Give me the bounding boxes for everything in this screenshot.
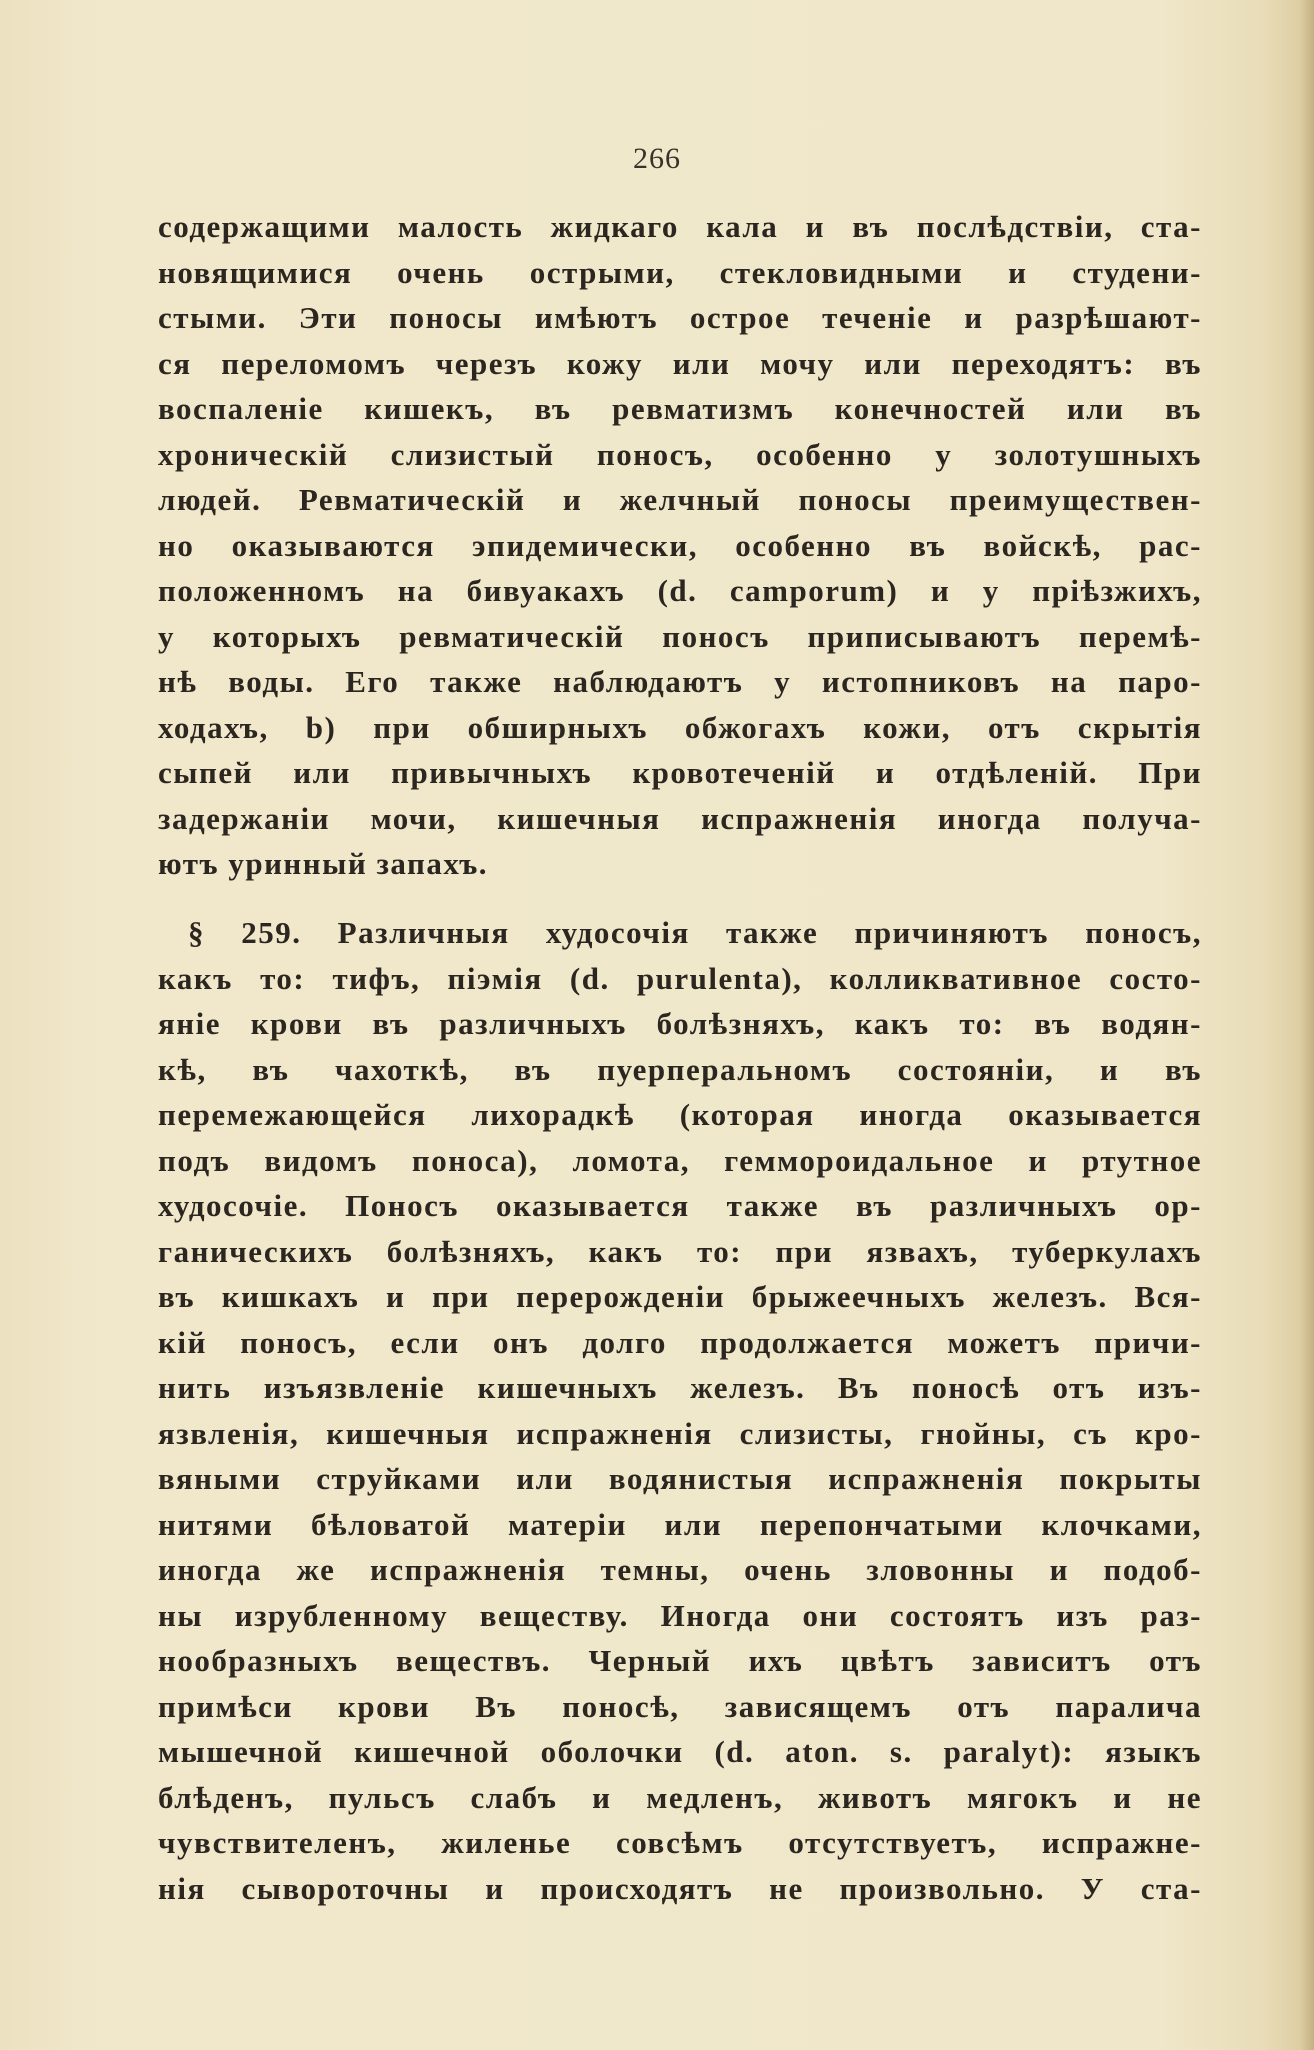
text-line: людей. Ревматическій и желчный поносы преимуществен- <box>158 482 1202 517</box>
text-line: сыпей или привычныхъ кровотеченій и отдѣленій. При <box>158 755 1202 790</box>
text-line: мышечной кишечной оболочки (d. aton. s. paralyt): языкъ <box>158 1734 1202 1769</box>
text-line: ютъ уринный запахъ. <box>158 846 489 881</box>
text-line: подъ видомъ поноса), ломота, геммороидальное и ртутное <box>158 1142 1202 1178</box>
text-line: нить изъязвленіе кишечныхъ железъ. Въ поносѣ отъ изъ- <box>158 1370 1202 1405</box>
text-line: у которыхъ ревматическій поносъ приписываютъ перемѣ- <box>158 618 1202 654</box>
text-line: примѣси крови Въ поносѣ, зависящемъ отъ паралича <box>158 1688 1202 1724</box>
text-line: воспаленіе кишекъ, въ ревматизмъ конечностей или въ <box>158 391 1202 426</box>
text-line: нитями бѣловатой матеріи или перепончатыми клочками, <box>158 1506 1202 1542</box>
text-line: въ кишкахъ и при перерожденіи брыжеечныхъ железъ. Вся- <box>158 1279 1202 1314</box>
text-line: чувствителенъ, жиленье совсѣмъ отсутствуетъ, испражне- <box>158 1825 1202 1860</box>
text-line: стыми. Эти поносы имѣютъ острое теченіе и разрѣшают- <box>158 300 1202 335</box>
text-line: задержаніи мочи, кишечныя испражненія иногда получа- <box>158 800 1202 836</box>
text-line: кій поносъ, если онъ долго продолжается можетъ причи- <box>158 1324 1202 1360</box>
text-line: блѣденъ, пульсъ слабъ и медленъ, животъ мягокъ и не <box>158 1779 1202 1815</box>
text-line: ны изрубленному веществу. Иногда они состоятъ изъ раз- <box>158 1597 1202 1633</box>
text-line: ганическихъ болѣзняхъ, какъ то: при язвахъ, туберкулахъ <box>158 1233 1202 1269</box>
paragraph-1 <box>158 204 1202 887</box>
text-line: нѣ воды. Его также наблюдаютъ у истопниковъ на паро- <box>158 664 1202 699</box>
text-line: новящимися очень острыми, стекловидными и студени- <box>158 254 1202 290</box>
text-line: но оказываются эпидемически, особенно въ войскѣ, рас- <box>158 527 1202 563</box>
text-line: содержащими малость жидкаго кала и въ послѣдствіи, ста- <box>158 209 1202 244</box>
text-line: ся переломомъ черезъ кожу или мочу или переходятъ: въ <box>158 345 1202 381</box>
text-line: худосочіе. Поносъ оказывается также въ различныхъ ор- <box>158 1188 1202 1223</box>
page-number: 266 <box>633 142 681 175</box>
text-line: ходахъ, b) при обширныхъ обжогахъ кожи, отъ скрытія <box>158 709 1202 745</box>
text-line: вяными струйками или водянистыя испражненія покрыты <box>158 1461 1202 1496</box>
text-line: яніе крови въ различныхъ болѣзняхъ, какъ то: въ водян- <box>158 1006 1202 1041</box>
text-line: язвленія, кишечныя испражненія слизисты, гнойны, съ кро- <box>158 1415 1202 1451</box>
text-line: § 259. Различныя худосочія также причиняютъ поносъ, <box>188 915 1202 950</box>
page-edge-shadow <box>1300 0 1314 2050</box>
text-line: какъ то: тифъ, піэмія (d. purulenta), колликвативное состо- <box>158 960 1202 996</box>
text-line: нообразныхъ веществъ. Черный ихъ цвѣтъ зависитъ отъ <box>158 1643 1202 1678</box>
text-line: положенномъ на бивуакахъ (d. camporum) и у пріѣзжихъ, <box>158 573 1202 608</box>
text-line: перемежающейся лихорадкѣ (которая иногда оказывается <box>158 1097 1202 1132</box>
paragraph-2 <box>158 910 1202 1911</box>
text-line: кѣ, въ чахоткѣ, въ пуерперальномъ состояніи, и въ <box>158 1051 1202 1087</box>
text-line: нія сывороточны и происходятъ не произвольно. У ста- <box>158 1870 1202 1906</box>
text-line: хроническій слизистый поносъ, особенно у золотушныхъ <box>158 436 1202 472</box>
text-line: иногда же испражненія темны, очень зловонны и подоб- <box>158 1552 1202 1587</box>
